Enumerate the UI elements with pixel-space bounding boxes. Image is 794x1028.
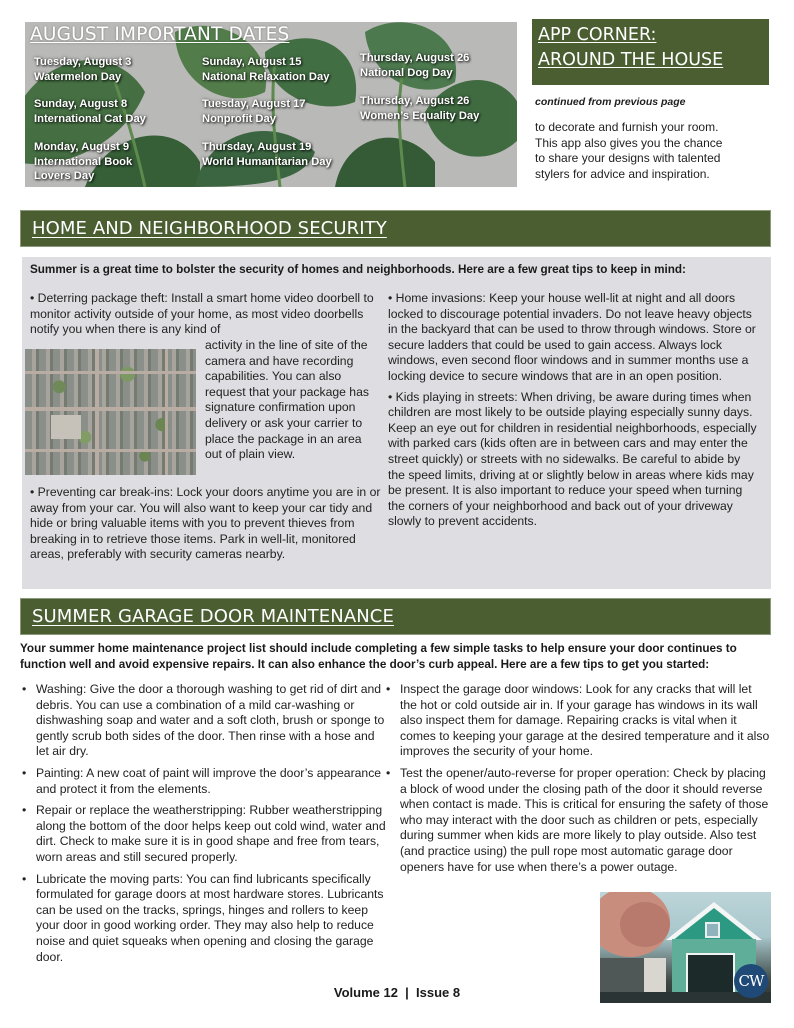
garage-tip-text: Washing: Give the door a thorough washing to get rid of dirt and debris. You can use a combination of a mild car-washing or dishwashing soap and water and a soft cloth, brush or sponge to gently scrub both sides of the door. Then rinse with a hose and let air dry. bbox=[36, 682, 385, 759]
garage-tip-item bbox=[22, 872, 387, 966]
date-label: Tuesday, August 3 bbox=[34, 56, 132, 68]
date-label: Tuesday, August 17 bbox=[202, 98, 306, 110]
event-label-continued: Lovers Day bbox=[34, 170, 95, 182]
home-invasions-tip: • Home invasions: Keep your house well-lit at night and all doors locked to discourage potential invaders. Do not leave heavy objects in the backyard that can be used to throw through windows. Store or secure ladders that could be used to gain access. Always lock windows, even second floor windows and in summer months use a locking device to secure windows that are in an open position. bbox=[388, 291, 756, 383]
event-label: National Relaxation Day bbox=[202, 70, 330, 83]
garage-tip-text: Lubricate the moving parts: You can find lubricants specifically formulated for garage doors at most hardware stores. Lubricants can be used on the tracks, springs, hinges and rollers to keep your door in good working order. They may also help to reduce noise and quiet squeaks when opening and closing the garage door. bbox=[36, 871, 384, 964]
date-label: Sunday, August 15 bbox=[202, 56, 302, 68]
app-corner-body bbox=[535, 120, 775, 182]
security-section-title: HOME AND NEIGHBORHOOD SECURITY bbox=[32, 218, 387, 239]
garage-tip-text: Test the opener/auto-reverse for proper operation: Check by placing a block of wood under the closing path of the door it should reverse when contact is made. This is critical for ensuring the safety of those who may interact with the door such as children or pets, especially during summer when kids are more likely to play outside. Also test (and practice using) the pull rope most automatic garage door openers have for use when there’s a power outage. bbox=[400, 765, 769, 874]
app-corner-title-line1: APP CORNER: bbox=[538, 25, 657, 45]
bullet-icon: • bbox=[22, 871, 27, 886]
bullet-icon: • bbox=[22, 803, 27, 818]
aerial-neighborhood-image bbox=[25, 349, 196, 475]
package-theft-tip-wrap: activity in the line of site of the camera and have recording capabilities. You can also request that your package has signature confirmation upon delivery or ask your carrier to place the package in an area out of plain view. bbox=[205, 338, 369, 462]
event-label: Watermelon Day bbox=[34, 70, 122, 83]
app-body-line: to decorate and furnish your room. bbox=[535, 120, 719, 134]
date-entry bbox=[34, 55, 131, 84]
date-entry bbox=[34, 140, 132, 184]
app-body-line: This app also gives you the chance bbox=[535, 135, 723, 150]
event-label: National Dog Day bbox=[360, 66, 453, 79]
date-entry bbox=[34, 97, 146, 126]
garage-tip-item bbox=[22, 766, 387, 797]
garage-right-column bbox=[386, 682, 771, 881]
date-label: Thursday, August 19 bbox=[202, 141, 312, 153]
security-right-column bbox=[388, 291, 760, 535]
event-label: Nonprofit Day bbox=[202, 112, 276, 125]
package-theft-tip: • Deterring package theft: Install a smart home video doorbell to monitor activity outside of your home, as most video doorbells notify you when there is any kind of bbox=[30, 291, 374, 337]
garage-left-column bbox=[22, 682, 387, 971]
garage-tip-text: Repair or replace the weatherstripping: Rubber weatherstripping along the bottom of the door helps keep out cold wind, water and dirt. Check to make sure it is in good shape and free from tears, worn areas and still secured properly. bbox=[36, 803, 386, 864]
august-dates-banner bbox=[25, 22, 517, 187]
event-label: World Humanitarian Day bbox=[202, 155, 332, 168]
security-content-box bbox=[22, 257, 771, 589]
event-label: International Cat Day bbox=[34, 112, 146, 125]
security-intro: Summer is a great time to bolster the security of homes and neighborhoods. Here are a few great tips to keep in mind: bbox=[30, 263, 686, 276]
car-breakins-tip: • Preventing car break-ins: Lock your doors anytime you are in or away from your car. You will also want to keep your car tidy and hide or bring valuable items with you to prevent thieves from breaking in to retrieve those items. Park in well-lit, monitored areas, preferably with security cameras nearby. bbox=[30, 485, 381, 562]
security-section-header bbox=[20, 210, 771, 247]
date-label: Thursday, August 26 bbox=[360, 95, 470, 107]
date-entry bbox=[202, 97, 306, 126]
kids-streets-tip: • Kids playing in streets: When driving, be aware during times when children are most likely to be outside playing especially sunny days. Keep an eye out for children in residential neighborhoods, especially with parked cars (kids often are in between cars and may enter the street quickly) or streets with no sidewalks. Be careful to abide by the speed limits, driving at or slightly below in areas where kids may be present. It is also important to reduce your speed when turning the corners of your neighborhood and back out of your driveway slowly to prevent accidents. bbox=[388, 389, 757, 529]
bullet-icon: • bbox=[22, 682, 27, 696]
date-label: Sunday, August 8 bbox=[34, 98, 128, 110]
garage-intro: Your summer home maintenance project list should include completing a few simple tasks to help ensure your door continues to function well and avoid expensive repairs. It can also enhance the door’s curb appeal. Here are a few tips to get you started: bbox=[20, 642, 737, 671]
date-entry bbox=[202, 55, 329, 84]
event-label: Women’s Equality Day bbox=[360, 109, 480, 122]
date-label: Thursday, August 26 bbox=[360, 52, 470, 64]
garage-tip-text: Painting: A new coat of paint will improve the door’s appearance and protect it from the elements. bbox=[36, 765, 382, 796]
date-label: Monday, August 9 bbox=[34, 141, 130, 153]
garage-tip-item bbox=[22, 803, 387, 865]
garage-tip-item bbox=[22, 682, 387, 760]
app-body-line: to share your designs with talented bbox=[535, 151, 721, 165]
app-body-line: stylers for advice and inspiration. bbox=[535, 166, 710, 181]
garage-section-header bbox=[20, 598, 771, 635]
dates-banner-title: AUGUST IMPORTANT DATES bbox=[30, 24, 290, 45]
security-left-column bbox=[30, 291, 385, 338]
date-entry bbox=[360, 94, 479, 123]
date-entry bbox=[360, 51, 469, 80]
garage-tip-text: Inspect the garage door windows: Look for any cracks that will let the hot or cold outside air in. If your garage has windows in its wall also inspect them for damage. Repairing cracks is vital when it comes to keeping your garage at the desired temperature and it also improves the security of your home. bbox=[400, 682, 770, 759]
bullet-icon: • bbox=[386, 765, 391, 780]
app-corner-header bbox=[532, 19, 769, 85]
date-entry bbox=[202, 140, 332, 169]
cw-logo-icon: CW bbox=[734, 964, 768, 998]
garage-section-title: SUMMER GARAGE DOOR MAINTENANCE bbox=[32, 606, 394, 627]
event-label: International Book bbox=[34, 155, 133, 168]
app-corner-title-line2: AROUND THE HOUSE bbox=[538, 50, 724, 70]
garage-tip-item bbox=[386, 682, 771, 760]
issue-footer: Volume 12 | Issue 8 bbox=[333, 985, 461, 1000]
bullet-icon: • bbox=[386, 682, 391, 696]
bullet-icon: • bbox=[22, 765, 27, 780]
continued-note: continued from previous page bbox=[535, 96, 686, 108]
garage-tip-item bbox=[386, 766, 771, 875]
